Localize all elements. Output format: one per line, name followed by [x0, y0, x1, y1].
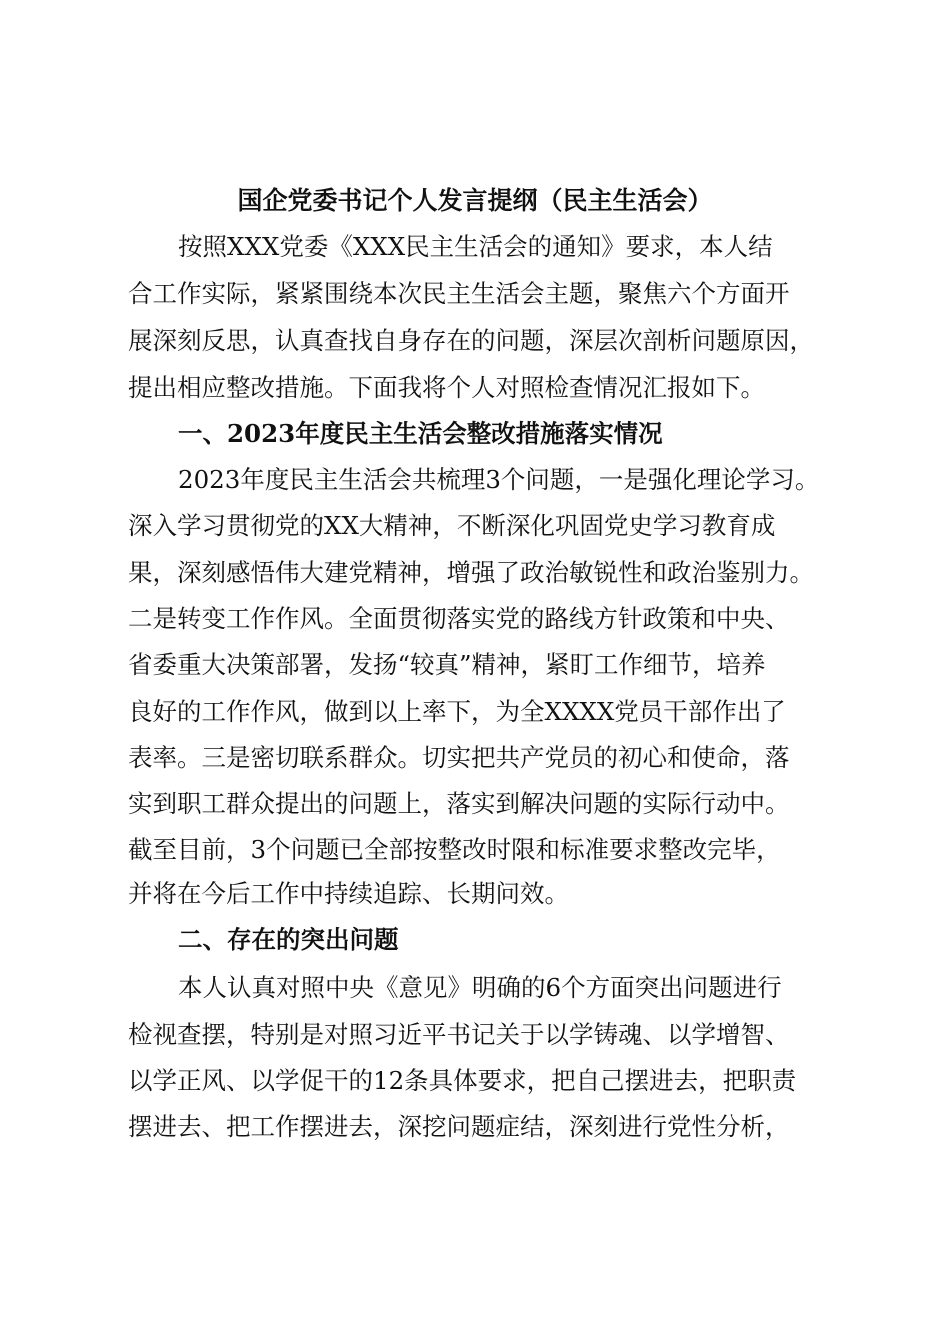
section-heading-1: 一、2023年度民主生活会整改措施落实情况: [178, 419, 663, 448]
paragraph-line: 果，深刻感悟伟大建党精神，增强了政治敏锐性和政治鉴别力。: [128, 558, 814, 587]
paragraph-line: 截至目前，3个问题已全部按整改时限和标准要求整改完毕，: [128, 835, 781, 864]
paragraph-line: 实到职工群众提出的问题上，落实到解决问题的实际行动中。: [128, 789, 790, 818]
paragraph-line: 表率。三是密切联系群众。切实把共产党员的初心和使命，落: [128, 743, 790, 772]
paragraph-line: 提出相应整改措施。下面我将个人对照检查情况汇报如下。: [128, 373, 765, 402]
paragraph-line: 良好的工作作风，做到以上率下，为全XXXX党员干部作出了: [128, 697, 786, 726]
section-heading-2: 二、存在的突出问题: [178, 925, 399, 954]
paragraph-line: 2023年度民主生活会共梳理3个问题，一是强化理论学习。: [178, 465, 820, 494]
paragraph-line: 以学正风、以学促干的12条具体要求，把自己摆进去，把职责: [128, 1066, 797, 1095]
paragraph-line: 本人认真对照中央《意见》明确的6个方面突出问题进行: [178, 973, 782, 1002]
paragraph-line: 深入学习贯彻党的XX大精神，不断深化巩固党史学习教育成: [128, 511, 776, 540]
paragraph-line: 展深刻反思，认真查找自身存在的问题，深层次剖析问题原因，: [128, 326, 814, 355]
paragraph-line: 省委重大决策部署，发扬“较真”精神，紧盯工作细节，培养: [128, 650, 766, 679]
paragraph-line: 检视查摆，特别是对照习近平书记关于以学铸魂、以学增智、: [128, 1020, 790, 1049]
paragraph-line: 摆进去、把工作摆进去，深挖问题症结，深刻进行党性分析，: [128, 1112, 790, 1141]
paragraph-line: 并将在今后工作中持续追踪、长期问效。: [128, 879, 569, 908]
paragraph-line: 合工作实际，紧紧围绕本次民主生活会主题，聚焦六个方面开: [128, 279, 790, 308]
paragraph-line: 按照XXX党委《XXX民主生活会的通知》要求，本人结: [178, 232, 773, 261]
paragraph-line: 二是转变工作作风。全面贯彻落实党的路线方针政策和中央、: [128, 604, 790, 633]
document-title: 国企党委书记个人发言提纲（民主生活会）: [237, 186, 713, 215]
